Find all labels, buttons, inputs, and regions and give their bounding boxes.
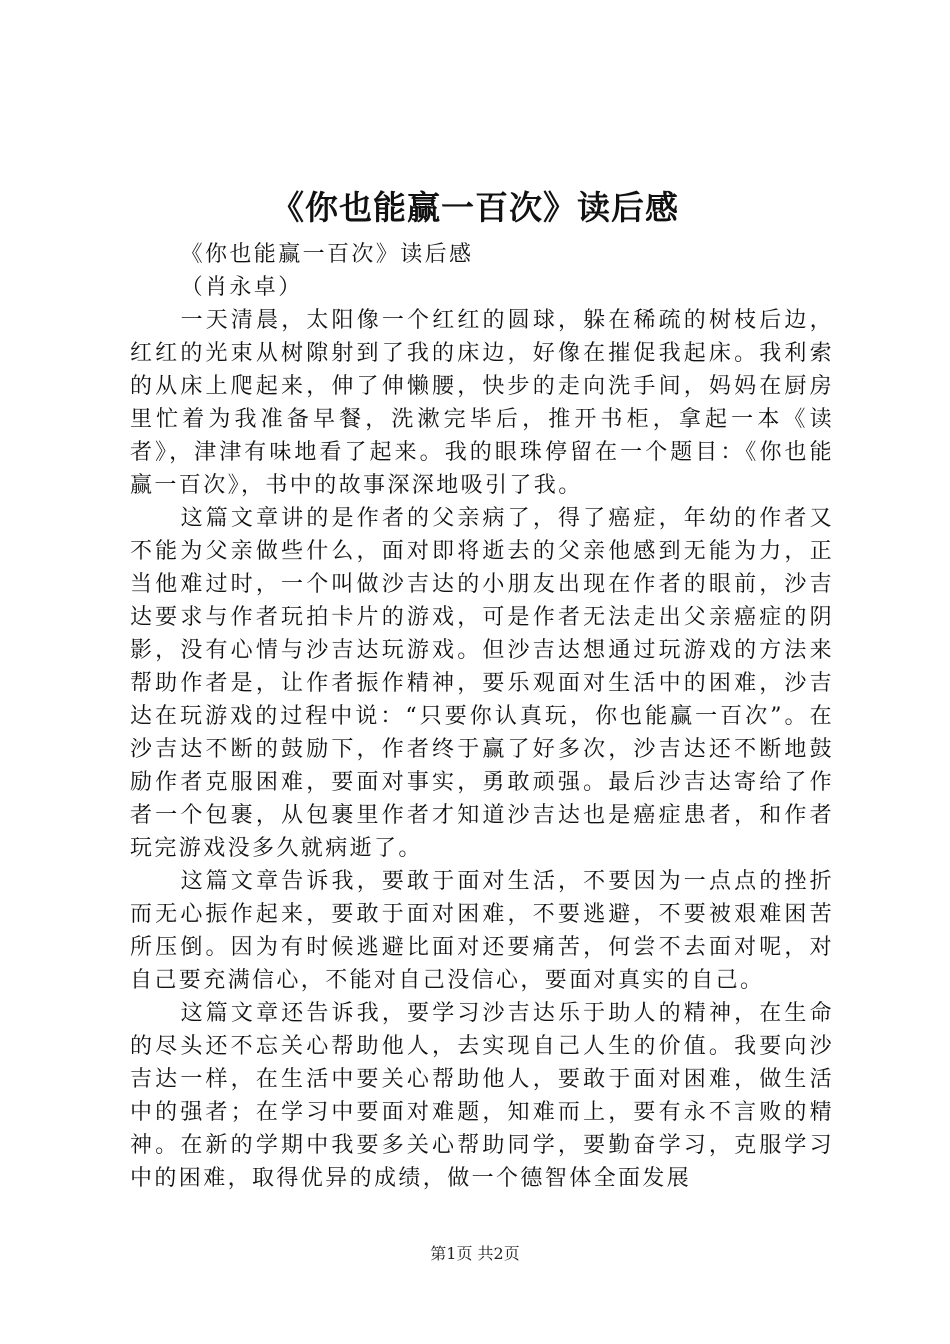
document-body	[130, 238, 834, 1195]
author-line: （肖永卓）	[180, 275, 303, 300]
paragraph-4: 这篇文章还告诉我，要学习沙吉达乐于助人的精神，在生命的尽头还不忘关心帮助他人，去实现自己人生的价值。我要向沙吉达一样，在生活中要关心帮助他人，要敢于面对困难，做生活中的强者；在学习中要面对难题，知难而上，要有永不言败的精神。在新的学期中我要多关心帮助同学，要勤奋学习，克服学习中的困难，取得优异的成绩，做一个德智体全面发展	[130, 1001, 834, 1191]
paragraph-2: 这篇文章讲的是作者的父亲病了，得了癌症，年幼的作者又不能为父亲做些什么，面对即将逝去的父亲他感到无能为力，正当他难过时，一个叫做沙吉达的小朋友出现在作者的眼前，沙吉达要求与作者玩拍卡片的游戏，可是作者无法走出父亲癌症的阴影，没有心情与沙吉达玩游戏。但沙吉达想通过玩游戏的方法来帮助作者是，让作者振作精神，要乐观面对生活中的困难，沙吉达在玩游戏的过程中说：“只要你认真玩，你也能赢一百次”。在沙吉达不断的鼓励下，作者终于赢了好多次，沙吉达还不断地鼓励作者克服困难，要面对事实，勇敢顽强。最后沙吉达寄给了作者一个包裹，从包裹里作者才知道沙吉达也是癌症患者，和作者玩完游戏没多久就病逝了。	[130, 506, 834, 861]
page-footer: 第1页 共2页	[430, 1244, 520, 1263]
paragraph-3: 这篇文章告诉我，要敢于面对生活，不要因为一点点的挫折而无心振作起来，要敢于面对困难，不要逃避，不要被艰难困苦所压倒。因为有时候逃避比面对还要痛苦，何尝不去面对呢，对自己要充满信心，不能对自己没信心，要面对真实的自己。	[130, 869, 834, 993]
subtitle-line: 《你也能赢一百次》读后感	[180, 242, 474, 267]
document-title: 《你也能赢一百次》读后感	[271, 188, 679, 227]
paragraph-1: 一天清晨，太阳像一个红红的圆球，躲在稀疏的树枝后边，红红的光束从树隙射到了我的床边，好像在摧促我起床。我利索的从床上爬起来，伸了伸懒腰，快步的走向洗手间，妈妈在厨房里忙着为我准备早餐，洗漱完毕后，推开书柜，拿起一本《读者》，津津有味地看了起来。我的眼珠停留在一个题目：《你也能赢一百次》，书中的故事深深地吸引了我。	[130, 308, 834, 498]
